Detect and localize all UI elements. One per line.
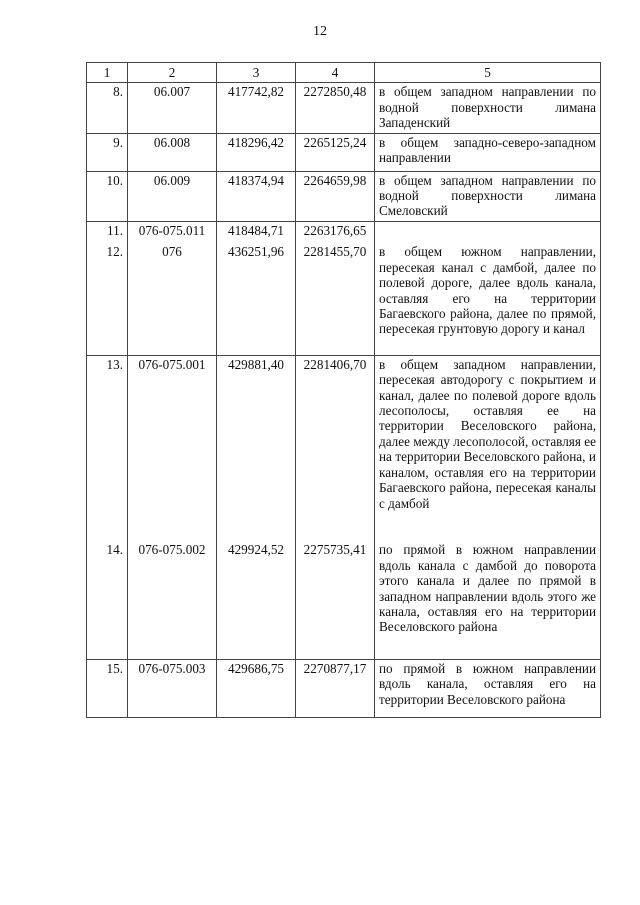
- point-id: 076-075.001: [128, 355, 217, 541]
- table-header-row: [87, 63, 601, 83]
- coord-y: 2281406,70: [296, 355, 375, 541]
- point-id: 06.008: [128, 133, 217, 171]
- row-number: 12.: [87, 243, 128, 355]
- header-col-4: 4: [296, 63, 375, 83]
- direction-description: по прямой в южном направлении вдоль канала с дамбой до поворота этого канала и далее по прямой в западном направлении вдоль этого же канала, оставляя его на территории Веселовского района: [375, 541, 601, 659]
- table-row: [87, 355, 601, 541]
- direction-description: в общем западном направлении по водной поверхности лимана Смеловский: [375, 171, 601, 221]
- point-id: 076-075.002: [128, 541, 217, 659]
- point-id: 06.007: [128, 83, 217, 133]
- coord-x: 418374,94: [217, 171, 296, 221]
- coord-y: 2272850,48: [296, 83, 375, 133]
- direction-description: [375, 221, 601, 243]
- table-row: [87, 83, 601, 133]
- row-number: 14.: [87, 541, 128, 659]
- coord-y: 2263176,65: [296, 221, 375, 243]
- direction-description: в общем западном направлении по водной поверхности лимана Западенский: [375, 83, 601, 133]
- coord-x: 429924,52: [217, 541, 296, 659]
- table-row: [87, 171, 601, 221]
- coord-y: 2264659,98: [296, 171, 375, 221]
- point-id: 076: [128, 243, 217, 355]
- direction-description: в общем западном направлении, пересекая автодорогу с покрытием и канал, далее по полевой дороге вдоль лесополосы, оставляя ее на территории Веселовского района, далее между лесополосой, оставляя ее на территории Веселовского района, и каналом, оставляя его на территории Багаевского района, пересекая каналы с дамбой: [375, 355, 601, 541]
- direction-description: по прямой в южном направлении вдоль канала, оставляя его на территории Веселовского района: [375, 659, 601, 717]
- boundary-points-table: [86, 62, 601, 718]
- coord-x: 429686,75: [217, 659, 296, 717]
- point-id: 076-075.003: [128, 659, 217, 717]
- table-row: [87, 243, 601, 355]
- direction-description: в общем западно-северо-западном направлении: [375, 133, 601, 171]
- coord-y: 2265125,24: [296, 133, 375, 171]
- row-number: 11.: [87, 221, 128, 243]
- header-col-2: 2: [128, 63, 217, 83]
- page-number: 12: [313, 24, 327, 39]
- row-number: 9.: [87, 133, 128, 171]
- coord-x: 436251,96: [217, 243, 296, 355]
- point-id: 076-075.011: [128, 221, 217, 243]
- table-row: [87, 541, 601, 659]
- coord-x: 417742,82: [217, 83, 296, 133]
- header-col-3: 3: [217, 63, 296, 83]
- table-row: [87, 133, 601, 171]
- row-number: 10.: [87, 171, 128, 221]
- coord-y: 2281455,70: [296, 243, 375, 355]
- table-row: [87, 659, 601, 717]
- header-col-1: 1: [87, 63, 128, 83]
- coord-x: 429881,40: [217, 355, 296, 541]
- coord-x: 418296,42: [217, 133, 296, 171]
- row-number: 15.: [87, 659, 128, 717]
- row-number: 8.: [87, 83, 128, 133]
- coord-x: 418484,71: [217, 221, 296, 243]
- direction-description: в общем южном направлении, пересекая канал с дамбой, далее по полевой дороге, далее вдоль канала, оставляя его на территории Багаевского района, далее по прямой, пересекая грунтовую дорогу и канал: [375, 243, 601, 355]
- table-row: [87, 221, 601, 243]
- point-id: 06.009: [128, 171, 217, 221]
- header-col-5: 5: [375, 63, 601, 83]
- row-number: 13.: [87, 355, 128, 541]
- coord-y: 2270877,17: [296, 659, 375, 717]
- coord-y: 2275735,41: [296, 541, 375, 659]
